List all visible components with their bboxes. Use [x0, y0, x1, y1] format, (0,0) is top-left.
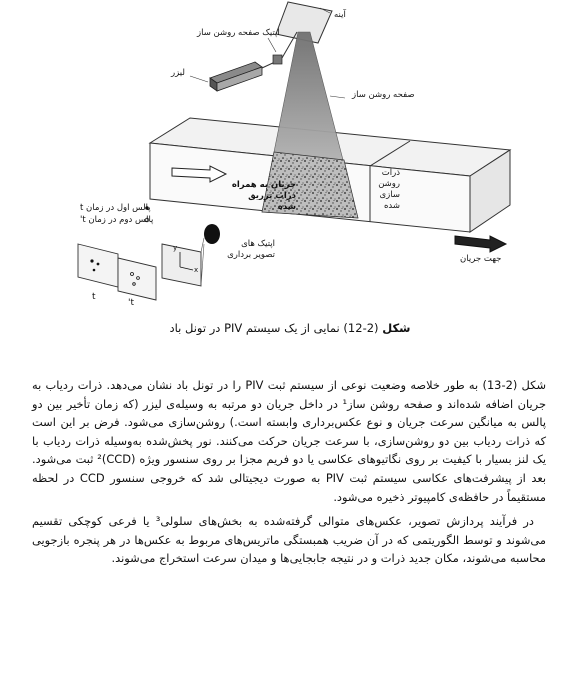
label-imaging-optics: اپتیک های تصویر برداری — [227, 239, 275, 260]
caption-prefix: شکل — [382, 321, 411, 335]
label-flow-direction: جهت جریان — [460, 254, 502, 264]
flow-arrow-out — [455, 236, 506, 252]
piv-figure — [0, 0, 580, 320]
piv-schematic — [0, 0, 580, 320]
label-illuminated-particles: ذرات روشن سازی شده — [378, 168, 400, 211]
label-t-prime: t' — [128, 298, 135, 308]
body-text — [32, 376, 546, 574]
camera-lens-icon — [204, 224, 220, 244]
paragraph-1: شکل (2-13) به طور خلاصه وضعیت نوعی از سیستم ثبت PIV را در تونل باد نشان می‌دهد. ذرات ردیاب به جریان اضافه شده‌اند و صفحه روشن ساز¹ در داخل جریان دو مرتبه به وسیله‌ی لیزر (که زمان تأخیر بین دو پالس به میانگین سرعت جریان و نوع عکس‌برداری وابسته است.) روشن‌سازی می‌شود. فرض بر این است که ذرات ردیاب بین دو روشن‌سازی، با سرعت جریان حرکت می‌کنند. نور پخش‌شده به‌وسیله ذرات ردیاب با یک لنز بسیار با کیفیت بر روی نگاتیوهای عکاسی یا دو فریم مجزا بر روی سنسور ویژه (CCD)² ثبت می‌شود. بعد از پیشرفت‌های عکاسی سیستم ثبت PIV به صورت دیجیتالی شد که خروجی سنسور CCD در لحظه مستقیماً در حافظه‌ی کامپیوتر ذخیره می‌شود. — [32, 378, 546, 504]
label-t: t — [92, 292, 96, 302]
caption-text: نمایی از یک سیستم PIV در تونل باد — [169, 321, 340, 335]
figure-caption — [0, 321, 580, 335]
caption-number: (2-12) — [343, 321, 379, 335]
label-laser: لیزر — [171, 68, 185, 78]
label-pulse-second: پالس دوم در زمان t' — [80, 215, 154, 225]
label-axis-y: y — [173, 244, 178, 252]
label-pulse-first: پالس اول در زمان t — [80, 203, 151, 213]
label-light-sheet: صفحه روشن ساز — [352, 90, 415, 100]
laser-icon — [210, 62, 262, 91]
label-light-sheet-optics: اپتیک صفحه روشن ساز — [197, 28, 280, 38]
light-sheet-optics-icon — [273, 55, 282, 64]
recorded-frames — [78, 244, 201, 300]
label-mirror: آینه — [334, 10, 346, 20]
label-flow-particles: جریان به همراه ذرات تزریق شده — [231, 180, 296, 212]
paragraph-2: در فرآیند پردازش تصویر، عکس‌های متوالی گرفته‌شده به بخش‌های سلولی³ یا فرعی کوچکی تقسیم می‌شوند و توسط الگوریتمی که در آن ضریب همبستگی ماتریس‌های مربوط به عکس‌ها در هر پنجره بازجویی محاسبه می‌شوند، مکان جدید ذرات و در نتیجه جابجایی‌ها و میدان سرعت استخراج می‌شوند. — [32, 514, 546, 566]
label-axis-x: x — [194, 266, 199, 274]
